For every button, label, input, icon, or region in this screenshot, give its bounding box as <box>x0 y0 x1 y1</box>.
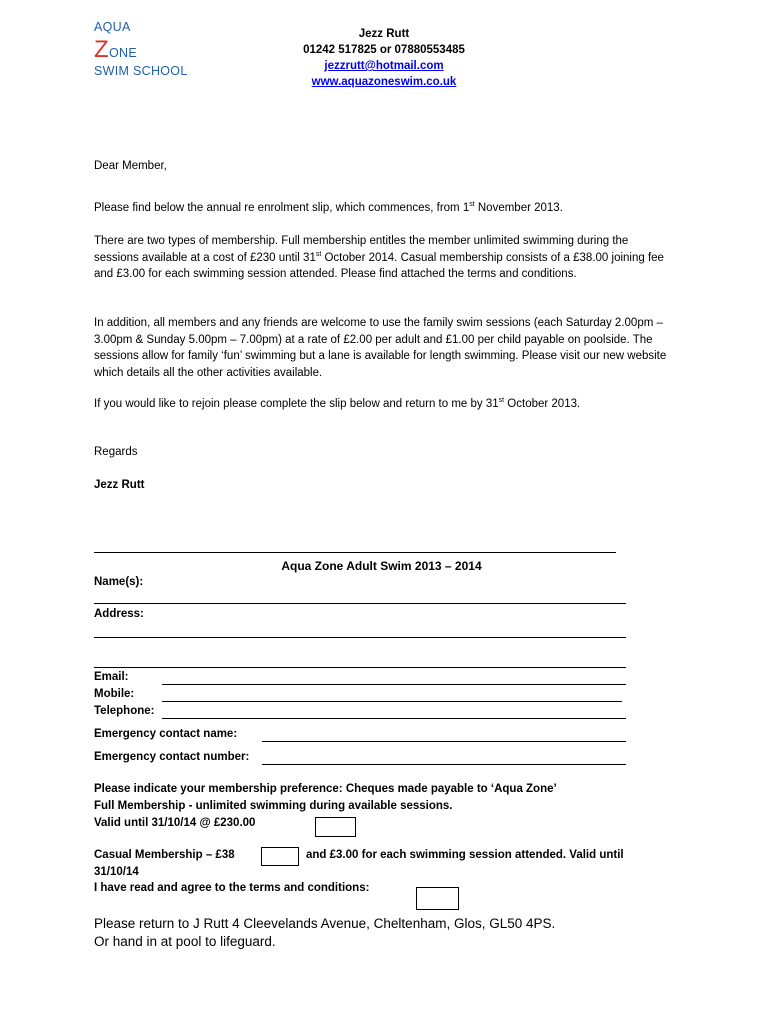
address-line-1[interactable] <box>94 637 626 638</box>
emergency-name-line[interactable] <box>262 741 626 742</box>
full-membership-line2: Valid until 31/10/14 @ £230.00 <box>94 817 256 829</box>
emergency-number-label: Emergency contact number: <box>94 751 250 763</box>
telephone-label: Telephone: <box>94 705 155 717</box>
paragraph-2 <box>94 233 669 283</box>
return-instructions: Or hand in at pool to lifeguard. <box>94 934 276 949</box>
logo-z-letter: Z <box>94 36 109 63</box>
p2-text-b: October 2014. Casual membership consists of a £38.00 joining fee and £3.00 for each swimming session attended. Please find attached the terms and conditions. <box>94 251 664 280</box>
logo-line2 <box>94 38 188 62</box>
contact-email-link[interactable]: jezzrutt@hotmail.com <box>324 60 444 72</box>
paragraph-4 <box>94 396 669 413</box>
contact-name: Jezz Rutt <box>358 28 410 40</box>
contact-website-link[interactable]: www.aquazoneswim.co.uk <box>311 76 457 88</box>
address-line-2[interactable] <box>94 667 626 668</box>
p1-text-a: Please find below the annual re enrolment slip, which commences, from 1 <box>94 202 470 214</box>
emergency-number-line[interactable] <box>262 764 626 765</box>
contact-block <box>254 26 514 90</box>
p4-sup: st <box>498 397 505 405</box>
return-address: Please return to J Rutt 4 Cleevelands Avenue, Cheltenham, Glos, GL50 4PS. <box>94 916 556 931</box>
logo-z-rest: ONE <box>108 46 137 60</box>
casual-membership-label: Casual Membership – £38 <box>94 849 235 861</box>
mobile-line[interactable] <box>162 701 622 702</box>
p1-sup: st <box>469 201 475 209</box>
logo <box>94 20 188 78</box>
contact-phones: 01242 517825 or 07880553485 <box>303 44 465 56</box>
form-title: Aqua Zone Adult Swim 2013 – 2014 <box>281 559 482 573</box>
preference-label: Please indicate your membership preference: Cheques made payable to ‘Aqua Zone’ <box>94 783 557 795</box>
greeting: Dear Member, <box>94 160 167 172</box>
signature: Jezz Rutt <box>94 479 145 491</box>
casual-membership-date: 31/10/14 <box>94 866 139 878</box>
telephone-line[interactable] <box>162 718 626 719</box>
address-label: Address: <box>94 608 144 620</box>
p2-text-a: There are two types of membership. Full membership entitles the member unlimited swimming during the sessions available at a cost of £230 until 31 <box>94 235 629 264</box>
full-membership-line1: Full Membership - unlimited swimming during available sessions. <box>94 800 453 812</box>
p4-text-b: October 2013. <box>504 398 581 410</box>
full-membership-checkbox[interactable] <box>315 817 356 837</box>
slip-separator <box>94 552 616 553</box>
paragraph-3: In addition, all members and any friends are welcome to use the family swim sessions (each Saturday 2.00pm – 3.00pm & Sunday 5.00pm – 7.00pm) at a rate of £2.00 per adult and £1.00 per child payable on poolside. The sessions allow for family ‘fun’ swimming but a lane is available for length swimming. Please visit our new website which details all the other activities available. <box>94 317 667 379</box>
email-line[interactable] <box>162 684 626 685</box>
names-line[interactable] <box>94 603 626 604</box>
logo-line1: AQUA <box>94 20 131 34</box>
email-label: Email: <box>94 671 129 683</box>
emergency-name-label: Emergency contact name: <box>94 728 238 740</box>
casual-membership-detail: and £3.00 for each swimming session attended. Valid until <box>306 849 624 861</box>
paragraph-1 <box>94 200 669 217</box>
logo-line3: SWIM SCHOOL <box>94 64 188 78</box>
casual-membership-checkbox[interactable] <box>261 847 299 866</box>
signoff: Regards <box>94 446 138 458</box>
p1-text-b: November 2013. <box>474 202 563 214</box>
p2-sup: st <box>315 250 322 258</box>
mobile-label: Mobile: <box>94 688 135 700</box>
terms-label: I have read and agree to the terms and conditions: <box>94 882 370 894</box>
terms-checkbox[interactable] <box>416 887 459 910</box>
names-label: Name(s): <box>94 576 144 588</box>
p4-text-a: If you would like to rejoin please complete the slip below and return to me by 31 <box>94 398 499 410</box>
